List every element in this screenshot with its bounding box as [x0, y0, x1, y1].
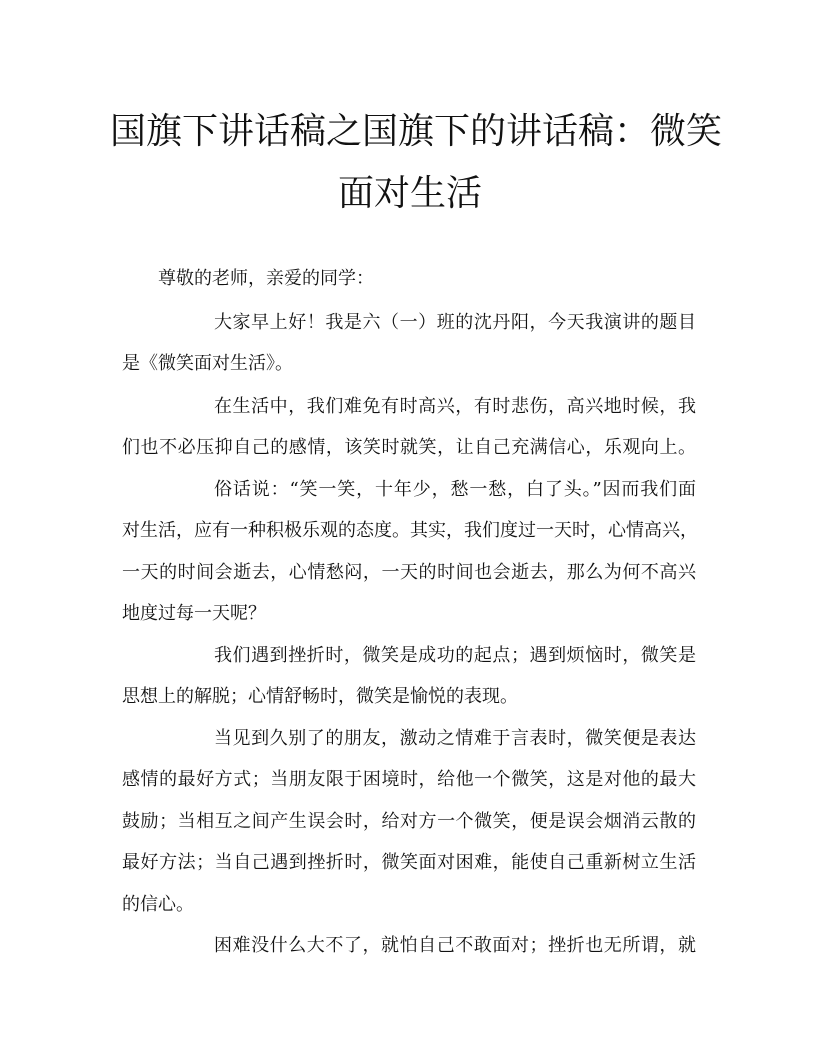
document-title-line2: 面对生活 [337, 173, 482, 214]
paragraph-line: 在生活中，我们难免有时高兴，有时悲伤，高兴地时候，我 [214, 396, 696, 417]
paragraph-line: 是《微笑面对生活》。 [122, 353, 293, 374]
document-title-line1: 国旗下讲话稿之国旗下的讲话稿：微笑 [110, 111, 723, 152]
greeting: 尊敬的老师，亲爱的同学： [158, 268, 374, 289]
paragraph-line: 俗话说：“笑一笑，十年少，愁一愁，白了头。”因而我们面 [214, 479, 696, 500]
paragraph-line: 大家早上好！我是六（一）班的沈丹阳，今天我演讲的题目 [214, 312, 696, 333]
paragraph-line: 对生活，应有一种积极乐观的态度。其实，我们度过一天时，心情高兴， [122, 520, 698, 541]
paragraph-line: 当见到久别了的朋友，激动之情难于言表时，微笑便是表达 [214, 728, 696, 749]
paragraph-line: 地度过每一天呢？ [122, 603, 266, 624]
paragraph-line: 鼓励；当相互之间产生误会时，给对方一个微笑，便是误会烟消云散的 [122, 811, 696, 832]
paragraph-line: 我们遇到挫折时，微笑是成功的起点；遇到烦恼时，微笑是 [214, 645, 696, 666]
paragraph-line: 们也不必压抑自己的感情，该笑时就笑，让自己充满信心，乐观向上。 [122, 437, 696, 458]
paragraph-line: 思想上的解脱；心情舒畅时，微笑是愉悦的表现。 [122, 686, 518, 707]
paragraph-line: 最好方法；当自己遇到挫折时，微笑面对困难，能使自己重新树立生活 [122, 852, 696, 873]
paragraph-line: 的信心。 [122, 894, 194, 915]
paragraph-line: 一天的时间会逝去，心情愁闷，一天的时间也会逝去，那么为何不高兴 [122, 562, 696, 583]
paragraph-line: 困难没什么大不了，就怕自己不敢面对；挫折也无所谓，就 [214, 935, 696, 956]
paragraph-line: 感情的最好方式；当朋友限于困境时，给他一个微笑，这是对他的最大 [122, 769, 696, 790]
